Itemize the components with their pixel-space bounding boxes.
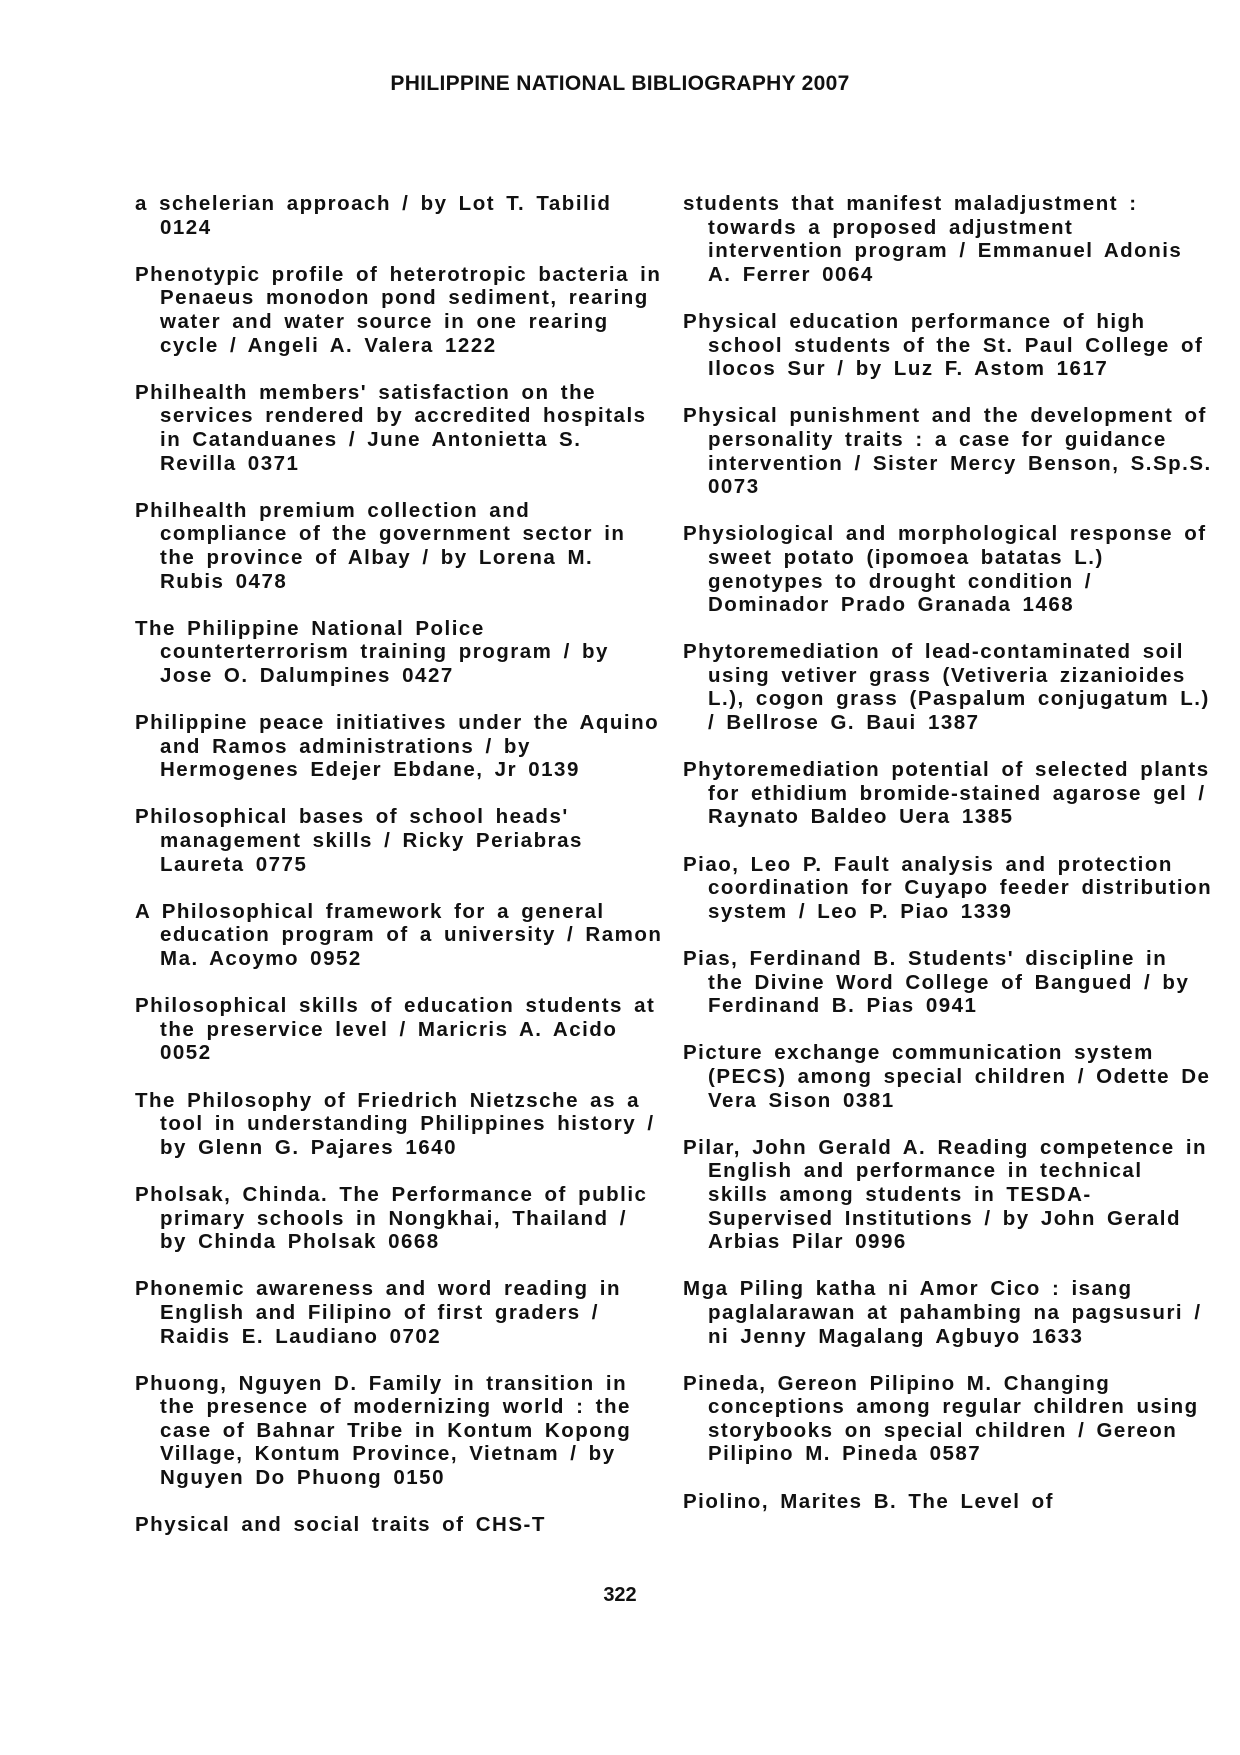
bibliography-entry: The Philippine National Police counterterrorism training program / by Jose O. Dalumpines 0427 bbox=[135, 616, 609, 687]
bibliography-entry: Pineda, Gereon Pilipino M. Changing conceptions among regular children using storybooks on special children / Gereon Pilipino M. Pineda 0587 bbox=[683, 1371, 1199, 1466]
running-header: PHILIPPINE NATIONAL BIBLIOGRAPHY 2007 bbox=[390, 72, 850, 95]
bibliography-entry: Pilar, John Gerald A. Reading competence in English and performance in technical skills among students in TESDA-Supervised Institutions / by John Gerald Arbias Pilar 0996 bbox=[683, 1135, 1208, 1254]
bibliography-entry: Phytoremediation potential of selected plants for ethidium bromide-stained agarose gel / Raynato Baldeo Uera 1385 bbox=[683, 758, 1210, 829]
bibliography-entry: Piolino, Marites B. The Level of bbox=[683, 1489, 1054, 1513]
left-column bbox=[135, 192, 665, 1560]
bibliography-entry: Mga Piling katha ni Amor Cico : isang paglalarawan at pahambing na pagsusuri / ni Jenny Magalang Agbuyo 1633 bbox=[683, 1277, 1202, 1348]
page-number: 322 bbox=[603, 1584, 637, 1606]
bibliography-entry: Physical and social traits of CHS-T bbox=[135, 1513, 546, 1537]
bibliography-entry: Pholsak, Chinda. The Performance of public primary schools in Nongkhai, Thailand / by Chinda Pholsak 0668 bbox=[135, 1182, 648, 1254]
bibliography-entry: Philippine peace initiatives under the Aquino and Ramos administrations / by Hermogenes Edejer Ebdane, Jr 0139 bbox=[135, 711, 660, 782]
bibliography-entry: A Philosophical framework for a general education program of a university / Ramon Ma. Acoymo 0952 bbox=[135, 899, 663, 970]
right-column bbox=[683, 192, 1213, 1537]
bibliography-entry: Philhealth premium collection and compliance of the government sector in the province of Albay / by Lorena M. Rubis 0478 bbox=[135, 498, 626, 593]
bibliography-entry: Piao, Leo P. Fault analysis and protection coordination for Cuyapo feeder distribution system / Leo P. Piao 1339 bbox=[683, 852, 1213, 923]
bibliography-entry: Physiological and morphological response of sweet potato (ipomoea batatas L.) genotypes to drought condition / Dominador Prado Granada 1468 bbox=[683, 522, 1207, 617]
bibliography-entry: Pias, Ferdinand B. Students' discipline in the Divine Word College of Bangued / by Ferdinand B. Pias 0941 bbox=[683, 947, 1190, 1018]
bibliography-entry: Philosophical skills of education students at the preservice level / Maricris A. Acido 0052 bbox=[135, 994, 656, 1065]
bibliography-entry: Phonemic awareness and word reading in English and Filipino of first graders / Raidis E. Laudiano 0702 bbox=[135, 1277, 621, 1348]
bibliography-entry: Phuong, Nguyen D. Family in transition in the presence of modernizing world : the case of Bahnar Tribe in Kontum Kopong Village, Kontum Province, Vietnam / by Nguyen Do Phuong 0150 bbox=[135, 1371, 632, 1490]
bibliography-entry: Philhealth members' satisfaction on the services rendered by accredited hospitals in Catanduanes / June Antonietta S. Revilla 0371 bbox=[135, 380, 647, 475]
bibliography-entry: The Philosophy of Friedrich Nietzsche as a tool in understanding Philippines history / by Glenn G. Pajares 1640 bbox=[135, 1088, 655, 1159]
bibliography-entry: students that manifest maladjustment : towards a proposed adjustment intervention program / Emmanuel Adonis A. Ferrer 0064 bbox=[683, 192, 1183, 286]
bibliography-entry: Phytoremediation of lead-contaminated soil using vetiver grass (Vetiveria zizanioides L.), cogon grass (Paspalum conjugatum L.) / Bellrose G. Baui 1387 bbox=[683, 640, 1210, 735]
bibliography-entry: Philosophical bases of school heads' management skills / Ricky Periabras Laureta 0775 bbox=[135, 805, 583, 876]
bibliography-entry: Picture exchange communication system (PECS) among special children / Odette De Vera Sison 0381 bbox=[683, 1041, 1211, 1112]
bibliography-entry: Phenotypic profile of heterotropic bacteria in Penaeus monodon pond sediment, rearing water and water source in one rearing cycle / Angeli A. Valera 1222 bbox=[135, 262, 662, 357]
bibliography-entry: Physical education performance of high school students of the St. Paul College of Ilocos Sur / by Luz F. Astom 1617 bbox=[683, 309, 1204, 381]
bibliography-entry: Physical punishment and the development of personality traits : a case for guidance intervention / Sister Mercy Benson, S.Sp.S. 0073 bbox=[683, 404, 1212, 499]
bibliography-entry: a schelerian approach / by Lot T. Tabilid 0124 bbox=[135, 192, 612, 239]
